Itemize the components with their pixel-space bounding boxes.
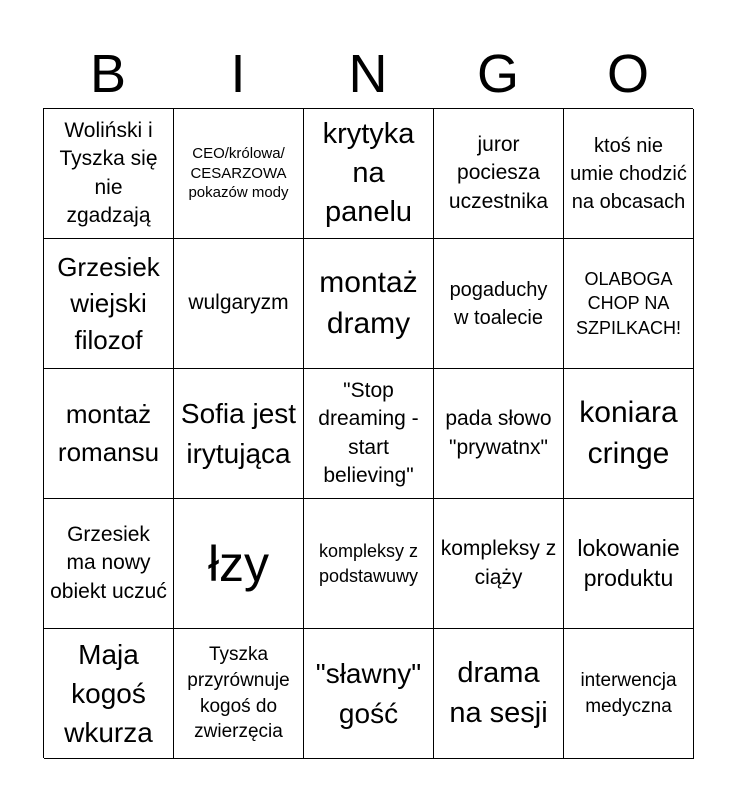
bingo-cell-r0-c3[interactable] — [434, 109, 564, 239]
bingo-cell-r4-c2[interactable] — [304, 629, 434, 759]
bingo-cell-text: CEO/królowa/ CESARZOWA pokazów mody — [188, 145, 289, 202]
bingo-cell-text: krytyka na panelu — [322, 117, 415, 229]
bingo-cell-r3-c0[interactable] — [44, 499, 174, 629]
bingo-cell-r4-c4[interactable] — [564, 629, 694, 759]
bingo-header — [43, 40, 693, 108]
bingo-cell-text: interwencja medyczna — [580, 669, 677, 717]
bingo-cell-text: Woliński i Tyszka się nie zgadzają — [59, 118, 158, 227]
header-letter-n: N — [348, 44, 388, 104]
bingo-cell-text: juror pociesza uczestnika — [448, 132, 549, 213]
bingo-cell-r1-c4[interactable] — [564, 239, 694, 369]
bingo-cell-text: koniara cringe — [579, 396, 678, 470]
bingo-cell-r3-c4[interactable] — [564, 499, 694, 629]
bingo-cell-text: pogaduchy w toalecie — [449, 278, 548, 329]
header-letter-i: I — [230, 44, 246, 104]
bingo-cell-r0-c2[interactable] — [304, 109, 434, 239]
bingo-cell-r4-c0[interactable] — [44, 629, 174, 759]
header-letter-g: G — [476, 44, 519, 104]
bingo-cell-r3-c1[interactable] — [174, 499, 304, 629]
bingo-cell-text: Grzesiek ma nowy obiekt uczuć — [50, 522, 167, 603]
bingo-cell-r2-c3[interactable] — [434, 369, 564, 499]
bingo-cell-text: pada słowo "prywatnx" — [445, 407, 552, 459]
header-letter-b: B — [89, 44, 127, 104]
bingo-cell-text: Sofia jest irytująca — [180, 398, 297, 469]
bingo-board — [43, 108, 693, 758]
bingo-cell-r2-c2[interactable] — [304, 369, 434, 499]
bingo-cell-r4-c1[interactable] — [174, 629, 304, 759]
bingo-cell-text: drama na sesji — [449, 657, 548, 729]
bingo-cell-text: OLABOGA CHOP NA SZPILKACH! — [575, 269, 682, 338]
bingo-cell-text: montaż dramy — [319, 266, 418, 340]
bingo-cell-text: "sławny" gość — [315, 658, 422, 729]
bingo-cell-r0-c0[interactable] — [44, 109, 174, 239]
bingo-cell-r0-c4[interactable] — [564, 109, 694, 239]
bingo-cell-r2-c4[interactable] — [564, 369, 694, 499]
bingo-cell-r1-c1[interactable] — [174, 239, 304, 369]
bingo-cell-text: "Stop dreaming - start believing" — [318, 378, 419, 487]
bingo-cell-text: ktoś nie umie chodzić na obcasach — [570, 134, 687, 213]
bingo-cell-r3-c3[interactable] — [434, 499, 564, 629]
bingo-cell-r1-c3[interactable] — [434, 239, 564, 369]
bingo-cell-text: łzy — [207, 535, 270, 592]
bingo-cell-text: Maja kogoś wkurza — [64, 638, 153, 749]
bingo-cell-text: kompleksy z ciąży — [440, 537, 557, 589]
bingo-cell-text: montaż romansu — [57, 398, 160, 467]
header-letter-o: O — [606, 44, 649, 104]
bingo-cell-text: Tyszka przyrównuje kogoś do zwierzęcia — [187, 644, 290, 743]
bingo-cell-text: Grzesiek wiejski filozof — [57, 251, 160, 355]
bingo-cell-text: wulgaryzm — [188, 291, 289, 315]
bingo-cell-r2-c1[interactable] — [174, 369, 304, 499]
bingo-cell-r4-c3[interactable] — [434, 629, 564, 759]
bingo-cell-r1-c2[interactable] — [304, 239, 434, 369]
bingo-cell-r1-c0[interactable] — [44, 239, 174, 369]
bingo-cell-text: kompleksy z podstawuwy — [318, 541, 419, 586]
bingo-cell-r3-c2[interactable] — [304, 499, 434, 629]
bingo-cell-text: lokowanie produktu — [577, 534, 680, 591]
bingo-cell-r0-c1[interactable] — [174, 109, 304, 239]
bingo-cell-r2-c0[interactable] — [44, 369, 174, 499]
